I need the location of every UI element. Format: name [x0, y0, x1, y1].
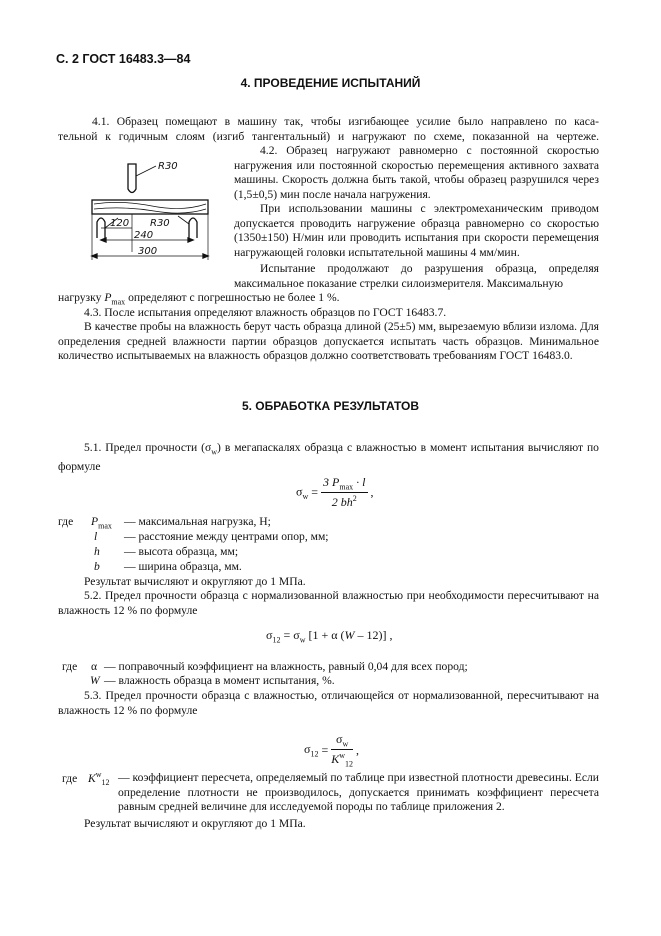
def3-sym: h	[94, 545, 100, 558]
def2-sym: l	[94, 530, 98, 543]
r30-top-label: R30	[158, 161, 178, 172]
f1-num-sub: max	[339, 482, 354, 492]
f1-fraction	[321, 475, 367, 510]
f2-rhs-w: W	[344, 628, 355, 642]
f3-den: K	[331, 752, 340, 767]
f1-lhs-sub: w	[302, 491, 309, 501]
r30-bottom-label: R30	[150, 218, 170, 229]
section-5-title: 5. ОБРАБОТКА РЕЗУЛЬТАТОВ	[241, 399, 420, 413]
def1-sub: max	[98, 521, 112, 531]
def-alpha-symbol: α	[91, 660, 98, 673]
pmax-post: определяют с погрешностью не более 1 %.	[128, 291, 340, 304]
loading-scheme-drawing	[82, 156, 220, 268]
paragraph-4-2-continue: Испытание продолжают до разрушения образца, определяя максимальное показание стрелки силоизмерителя. Максимальную	[234, 262, 599, 290]
def1-sym: P	[91, 515, 99, 528]
loading-head	[128, 164, 136, 193]
formula-sigma-12-b: $\sigma_{12}$ = $\frac{\sigma_w}{K^w_{12}}$ ,	[304, 732, 360, 769]
defk-sym: K	[88, 771, 96, 785]
f1-lhs: σ	[296, 484, 303, 499]
def-k-symbol	[88, 768, 110, 791]
p51-sub: w	[211, 447, 218, 457]
paragraph-4-2-drive: При использовании машины с электромеханическим приводом допускается проводить нагружение образца равномерно со скоростью (1350±150) Н/мин или проводить испытания при скорости перемещения нагружающей головки испытательной машины 4 мм/мин.	[234, 202, 599, 259]
page-header: С. 2 ГОСТ 16483.3—84	[56, 52, 191, 66]
f3-lhs-sub: 12	[310, 749, 319, 759]
f2-lhs: σ	[266, 628, 273, 642]
f2-rhs-c: – 12)] ,	[357, 628, 393, 642]
def-pmax-text: — максимальная нагрузка, Н;	[124, 515, 271, 528]
def-pmax	[58, 515, 73, 530]
defk-sub: 12	[101, 778, 110, 788]
defk-sup: w	[95, 770, 102, 779]
paragraph-5-2: 5.2. Предел прочности образца с нормализованной влажностью при необходимости пересчитывают на влажность 12 % по формуле	[58, 589, 599, 617]
result-5-1: Результат вычисляют и округляют до 1 МПа.	[84, 575, 306, 588]
paragraph-5-3: 5.3. Предел прочности образца с влажностью, отличающейся от нормализованной, пересчитывают на влажность 12 % по формуле	[58, 689, 599, 717]
f3-fraction	[331, 732, 353, 769]
def-h-text: — высота образца, мм;	[124, 545, 239, 558]
f2-rhs-a-sub: w	[299, 635, 306, 645]
formula-sigma-w: $\sigma_w$ = $\frac{3 P_{max} \cdot l}{2 bh^2}$ ,	[296, 475, 374, 510]
pmax-pre: нагрузку	[58, 291, 102, 304]
formula-sigma-12-a: $\sigma_{12} = \sigma_w$ [1 + α (W – 12)] ,	[266, 628, 393, 645]
f1-num-rest: · l	[353, 475, 366, 489]
paragraph-4-1-line1: 4.1. Образец помещают в машину так, чтобы изгибающее усилие было направлено по каса-	[92, 115, 599, 128]
paragraph-4-3-moisture: В качестве пробы на влажность берут часть образца длиной (25±5) мм, вырезаемую вблизи излома. Для определения средней влажности партии образцов допускается испытать часть образцов. Минимальное количество испытываемых на влажность образцов должно соответствовать требованиям ГОСТ 16483.0.	[58, 320, 599, 363]
result-5-3: Результат вычисляют и округляют до 1 МПа.	[84, 817, 306, 830]
p51-rest: ) в мегапаскалях образца с влажностью в момент испытания вычисляют по формуле	[58, 441, 599, 473]
paragraph-4-2: 4.2. Образец нагружают равномерно с постоянной скоростью нагружения или постоянной скоростью перемещения активного захвата машины. Скорость должна быть такой, чтобы образец разрушился через (1,5±0,5) мин после начала нагружения.	[234, 144, 599, 201]
def-k-text: — коэффициент пересчета, определяемый по таблице при известной плотности древесины. Если определение плотности не производилось, допускается принимать коэффициент пересчета равным средней величине для исследуемой породы по таблице приложения 2.	[118, 771, 599, 814]
def-h-symbol	[94, 545, 100, 560]
paragraph-5-1	[58, 441, 599, 475]
f3-num: σ	[336, 732, 343, 746]
f3-den-sub: 12	[345, 759, 354, 769]
f1-num: 3 P	[323, 475, 340, 489]
right-support	[189, 218, 197, 238]
def1-where: где	[58, 515, 74, 528]
defw-sym: W	[90, 674, 100, 687]
def-alpha-where: где	[62, 660, 78, 673]
def-l-text: — расстояние между центрами опор, мм;	[124, 530, 329, 543]
def-b-symbol	[94, 560, 100, 575]
pmax-subscript: max	[111, 297, 126, 307]
f3-num-sub: w	[342, 739, 349, 749]
f1-den: 2 bh	[331, 495, 353, 510]
def-w-symbol	[90, 674, 100, 689]
def-alpha-text: — поправочный коэффициент на влажность, равный 0,04 для всех пород;	[104, 660, 468, 673]
f2-lhs-sub: 12	[272, 635, 281, 645]
def-l-symbol	[94, 530, 97, 545]
paragraph-4-1-line2: тельной к годичным слоям (изгиб тангентальный) и нагружают по схеме, показанной на чертеже.	[58, 130, 599, 143]
f3-den-sup: w	[339, 751, 346, 761]
pmax-symbol: P	[104, 291, 112, 304]
section-4-title: 4. ПРОВЕДЕНИЕ ИСПЫТАНИЙ	[240, 76, 421, 90]
def4-sym: b	[94, 560, 100, 573]
specimen	[92, 200, 208, 214]
paragraph-4-3: 4.3. После испытания определяют влажность образцов по ГОСТ 16483.7.	[84, 306, 447, 319]
def-b-text: — ширина образца, мм.	[124, 560, 242, 573]
f1-den-sup: 2	[352, 494, 357, 504]
f2-rhs-a: σ	[293, 628, 300, 642]
dim-300-label: 300	[138, 246, 158, 257]
def-k-where: где	[62, 772, 78, 785]
p51-text: 5.1. Предел прочности (σ	[84, 441, 212, 454]
dim-120-label: 120	[110, 218, 130, 229]
dim-240-label: 240	[134, 230, 154, 241]
f3-lhs: σ	[304, 742, 311, 757]
f2-rhs-b: [1 + α (	[308, 628, 345, 642]
def-w-text: — влажность образца в момент испытания, %.	[104, 674, 335, 687]
